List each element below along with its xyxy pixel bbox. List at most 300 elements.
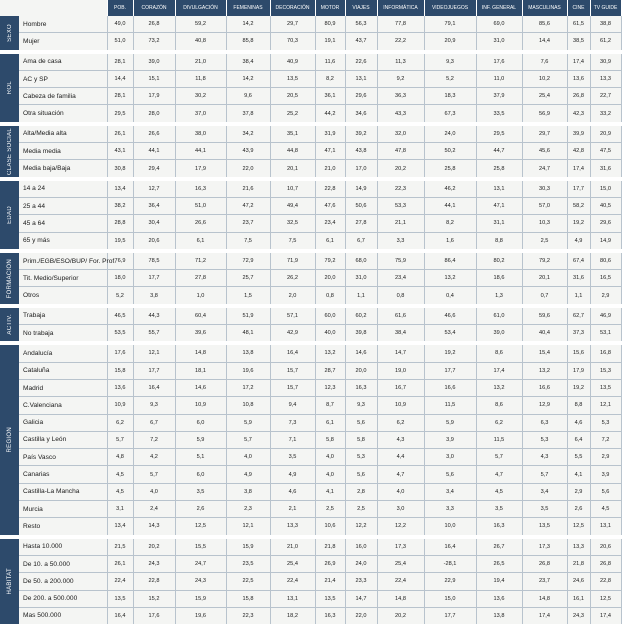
table-cell: 26,5 xyxy=(476,555,522,572)
row-label: Mas 500.000 xyxy=(19,607,107,626)
table-cell: 29,5 xyxy=(107,105,133,124)
table-cell: 6,0 xyxy=(175,414,226,431)
table-cell: 6,2 xyxy=(377,414,424,431)
table-cell: 2,5 xyxy=(345,501,377,518)
table-cell: 37,8 xyxy=(226,105,270,124)
table-cell: 3,3 xyxy=(377,232,424,251)
table-cell: 13,1 xyxy=(345,70,377,87)
table-cell: 72,9 xyxy=(226,251,270,270)
table-cell: 26,8 xyxy=(522,555,567,572)
table-cell: 46,6 xyxy=(424,306,476,325)
row-label: Trabaja xyxy=(19,306,107,325)
table-cell: 20,2 xyxy=(377,160,424,179)
table-cell: 11,6 xyxy=(315,52,345,71)
row-label: Hombre xyxy=(19,16,107,33)
table-row xyxy=(0,397,621,414)
table-cell: 43,1 xyxy=(107,143,133,160)
table-cell: 9,2 xyxy=(377,70,424,87)
table-cell: 22,4 xyxy=(377,573,424,590)
table-row xyxy=(0,179,621,198)
table-cell: 13,5 xyxy=(315,590,345,607)
table-cell: 80,2 xyxy=(476,251,522,270)
table-row xyxy=(0,270,621,287)
table-cell: 14,8 xyxy=(522,590,567,607)
table-cell: 2,0 xyxy=(270,287,315,306)
table-cell: 3,5 xyxy=(175,483,226,500)
table-cell: 5,6 xyxy=(345,414,377,431)
group-label-text: ACTIV. xyxy=(6,314,13,335)
table-cell: 33,5 xyxy=(476,105,522,124)
table-cell: 17,0 xyxy=(345,160,377,179)
group-label-text: FORMACIÓN xyxy=(6,258,13,298)
row-label: Cabeza de familia xyxy=(19,88,107,105)
table-cell: 20,2 xyxy=(377,607,424,626)
row-label: Castilla-La Mancha xyxy=(19,483,107,500)
table-cell: 38,4 xyxy=(226,52,270,71)
table-cell: 21,0 xyxy=(270,537,315,556)
table-cell: 2,9 xyxy=(590,449,621,466)
column-header: INFORMÁTICA xyxy=(377,0,424,16)
table-cell: 9,4 xyxy=(270,397,315,414)
table-cell: 53,4 xyxy=(424,325,476,344)
table-cell: 13,3 xyxy=(270,518,315,537)
table-cell: 14,9 xyxy=(590,232,621,251)
table-cell: 4,5 xyxy=(590,501,621,518)
row-label: Cataluña xyxy=(19,362,107,379)
table-cell: 0,8 xyxy=(315,287,345,306)
table-cell: 22,6 xyxy=(345,52,377,71)
table-cell: 49,0 xyxy=(107,16,133,33)
table-cell: 6,1 xyxy=(315,414,345,431)
table-cell: 31,6 xyxy=(590,160,621,179)
table-cell: 3,9 xyxy=(590,466,621,483)
table-cell: 4,0 xyxy=(377,483,424,500)
table-cell: 16,4 xyxy=(107,607,133,626)
table-cell: 6,2 xyxy=(107,414,133,431)
table-cell: 15,1 xyxy=(133,70,175,87)
table-cell: 4,7 xyxy=(377,466,424,483)
table-cell: 26,8 xyxy=(590,555,621,572)
table-cell: 26,6 xyxy=(175,215,226,232)
table-cell: 29,5 xyxy=(476,124,522,143)
table-cell: 36,3 xyxy=(377,88,424,105)
table-cell: 29,7 xyxy=(270,16,315,33)
table-cell: 14,7 xyxy=(377,343,424,362)
table-cell: 7,5 xyxy=(270,232,315,251)
table-row xyxy=(0,325,621,344)
table-cell: 12,5 xyxy=(175,518,226,537)
table-cell: 14,9 xyxy=(345,179,377,198)
table-cell: 26,6 xyxy=(133,124,175,143)
table-cell: 1,1 xyxy=(345,287,377,306)
table-cell: 4,9 xyxy=(567,232,590,251)
row-label: Alta/Media alta xyxy=(19,124,107,143)
column-header: DECORACIÓN xyxy=(270,0,315,16)
table-cell: 42,9 xyxy=(270,325,315,344)
table-row xyxy=(0,449,621,466)
table-cell: 43,9 xyxy=(226,143,270,160)
table-cell: 40,0 xyxy=(315,325,345,344)
table-cell: 53,5 xyxy=(107,325,133,344)
table-cell: 2,1 xyxy=(270,501,315,518)
table-cell: 15,5 xyxy=(175,537,226,556)
table-cell: 16,1 xyxy=(567,590,590,607)
table-cell: 14,6 xyxy=(175,379,226,396)
table-cell: 13,2 xyxy=(476,379,522,396)
table-cell: 45,6 xyxy=(522,143,567,160)
table-cell: 9,3 xyxy=(345,397,377,414)
table-cell: 50,6 xyxy=(345,197,377,214)
table-cell: 10,8 xyxy=(226,397,270,414)
table-cell: 6,0 xyxy=(175,466,226,483)
table-cell: 13,8 xyxy=(476,607,522,626)
table-cell: 13,8 xyxy=(226,343,270,362)
table-cell: 85,8 xyxy=(226,33,270,52)
table-cell: 4,4 xyxy=(377,449,424,466)
table-cell: 14,4 xyxy=(107,70,133,87)
table-cell: 4,6 xyxy=(567,414,590,431)
row-label: Canarias xyxy=(19,466,107,483)
table-cell: 13,5 xyxy=(107,590,133,607)
table-cell: 13,6 xyxy=(567,70,590,87)
table-cell: 20,1 xyxy=(522,270,567,287)
table-cell: 17,4 xyxy=(567,52,590,71)
table-cell: 25,7 xyxy=(226,270,270,287)
table-cell: 17,6 xyxy=(133,607,175,626)
table-cell: 4,5 xyxy=(476,483,522,500)
table-cell: 14,4 xyxy=(522,33,567,52)
table-cell: 36,4 xyxy=(133,197,175,214)
row-label: Otra situación xyxy=(19,105,107,124)
table-cell: 38,2 xyxy=(107,197,133,214)
table-cell: 77,8 xyxy=(377,16,424,33)
table-cell: 5,3 xyxy=(345,449,377,466)
table-cell: 62,7 xyxy=(567,306,590,325)
table-cell: 61,0 xyxy=(476,306,522,325)
table-cell: 23,7 xyxy=(522,573,567,590)
table-cell: 3,3 xyxy=(424,501,476,518)
table-cell: 22,3 xyxy=(226,607,270,626)
table-cell: 1,5 xyxy=(226,287,270,306)
table-cell: 19,2 xyxy=(567,379,590,396)
table-cell: 3,4 xyxy=(522,483,567,500)
table-cell: 80,6 xyxy=(590,251,621,270)
table-cell: 24,7 xyxy=(175,555,226,572)
table-cell: 39,9 xyxy=(567,124,590,143)
table-row xyxy=(0,197,621,214)
table-cell: 4,8 xyxy=(107,449,133,466)
table-cell: 43,8 xyxy=(345,143,377,160)
table-cell: 3,5 xyxy=(476,501,522,518)
row-label: Tit. Medio/Superior xyxy=(19,270,107,287)
table-cell: 15,0 xyxy=(590,179,621,198)
table-cell: 31,1 xyxy=(476,215,522,232)
table-cell: 28,7 xyxy=(315,362,345,379)
row-label: 65 y más xyxy=(19,232,107,251)
table-cell: 26,2 xyxy=(270,270,315,287)
table-cell: 17,7 xyxy=(133,362,175,379)
table-cell: 10,0 xyxy=(424,518,476,537)
table-cell: 3,9 xyxy=(424,431,476,448)
table-cell: 58,2 xyxy=(567,197,590,214)
table-cell: 5,2 xyxy=(424,70,476,87)
table-cell: 40,8 xyxy=(175,33,226,52)
table-cell: 26,8 xyxy=(133,16,175,33)
table-cell: 14,6 xyxy=(345,343,377,362)
group-label xyxy=(0,343,19,536)
table-cell: 4,0 xyxy=(315,466,345,483)
table-cell: 4,9 xyxy=(226,466,270,483)
table-cell: 2,6 xyxy=(567,501,590,518)
group-label-text: HÁBITAT xyxy=(6,568,13,595)
table-cell: 40,5 xyxy=(590,197,621,214)
table-cell: 4,3 xyxy=(377,431,424,448)
table-cell: 30,4 xyxy=(133,215,175,232)
table-cell: 1,1 xyxy=(567,287,590,306)
table-cell: 4,5 xyxy=(107,483,133,500)
table-row xyxy=(0,518,621,537)
table-cell: 17,7 xyxy=(424,607,476,626)
group-label-text: EDAD xyxy=(6,205,13,224)
table-cell: 16,4 xyxy=(270,343,315,362)
table-cell: 20,9 xyxy=(424,33,476,52)
table-cell: 46,2 xyxy=(424,179,476,198)
table-cell: 85,6 xyxy=(522,16,567,33)
table-cell: 12,9 xyxy=(522,397,567,414)
table-cell: 17,3 xyxy=(377,537,424,556)
table-cell: 14,3 xyxy=(133,518,175,537)
table-cell: 14,7 xyxy=(345,590,377,607)
table-cell: 60,4 xyxy=(175,306,226,325)
table-cell: 11,5 xyxy=(476,431,522,448)
table-cell: 26,9 xyxy=(315,555,345,572)
table-cell: 30,8 xyxy=(107,160,133,179)
table-cell: 71,9 xyxy=(270,251,315,270)
table-cell: 60,2 xyxy=(345,306,377,325)
table-cell: 30,2 xyxy=(175,88,226,105)
column-header: INF. GENERAL xyxy=(476,0,522,16)
table-cell: 17,7 xyxy=(424,362,476,379)
table-cell: 25,2 xyxy=(270,105,315,124)
table-row xyxy=(0,607,621,626)
table-cell: 31,6 xyxy=(567,270,590,287)
table-cell: 4,0 xyxy=(226,449,270,466)
table-cell: 36,1 xyxy=(315,88,345,105)
table-cell: 39,0 xyxy=(133,52,175,71)
column-header: TV GUIDE xyxy=(590,0,621,16)
table-cell: 11,3 xyxy=(377,52,424,71)
table-cell: 14,2 xyxy=(226,16,270,33)
table-cell: 26,1 xyxy=(107,124,133,143)
table-cell: 5,7 xyxy=(476,449,522,466)
table-cell: 13,6 xyxy=(107,379,133,396)
table-cell: 13,3 xyxy=(590,70,621,87)
table-row xyxy=(0,88,621,105)
table-cell: 7,5 xyxy=(226,232,270,251)
table-cell: 20,9 xyxy=(590,124,621,143)
table-cell: 2,9 xyxy=(567,483,590,500)
table-cell: 78,5 xyxy=(133,251,175,270)
group-label-text: ROL xyxy=(6,81,13,95)
table-cell: 15,3 xyxy=(590,362,621,379)
row-label: 45 a 64 xyxy=(19,215,107,232)
table-cell: 20,6 xyxy=(590,537,621,556)
table-cell: 4,0 xyxy=(133,483,175,500)
table-cell: 20,1 xyxy=(270,160,315,179)
table-cell: 49,4 xyxy=(270,197,315,214)
table-cell: 29,6 xyxy=(590,215,621,232)
table-row xyxy=(0,379,621,396)
table-cell: 14,8 xyxy=(175,343,226,362)
table-cell: 0,8 xyxy=(377,287,424,306)
table-cell: 59,6 xyxy=(522,306,567,325)
table-cell: 67,4 xyxy=(567,251,590,270)
table-cell: 10,9 xyxy=(107,397,133,414)
table-cell: 55,7 xyxy=(133,325,175,344)
table-cell: 47,1 xyxy=(315,143,345,160)
table-cell: 31,0 xyxy=(476,33,522,52)
table-cell: 46,9 xyxy=(590,306,621,325)
table-cell: 57,0 xyxy=(522,197,567,214)
table-cell: 17,7 xyxy=(567,179,590,198)
table-cell: 17,4 xyxy=(522,607,567,626)
row-label: Castilla y León xyxy=(19,431,107,448)
table-cell: 30,9 xyxy=(590,52,621,71)
table-cell: 9,3 xyxy=(424,52,476,71)
table-cell: 34,2 xyxy=(226,124,270,143)
table-cell: 13,2 xyxy=(315,343,345,362)
row-label: Murcia xyxy=(19,501,107,518)
table-row xyxy=(0,483,621,500)
table-cell: -28,1 xyxy=(424,555,476,572)
table-cell: 28,8 xyxy=(107,215,133,232)
table-cell: 3,0 xyxy=(424,449,476,466)
table-cell: 13,2 xyxy=(424,270,476,287)
table-cell: 38,5 xyxy=(567,33,590,52)
table-cell: 8,2 xyxy=(424,215,476,232)
table-cell: 14,2 xyxy=(226,70,270,87)
table-cell: 2,4 xyxy=(133,501,175,518)
table-cell: 3,8 xyxy=(133,287,175,306)
group-label xyxy=(0,537,19,626)
table-cell: 19,4 xyxy=(476,573,522,590)
table-cell: 56,9 xyxy=(522,105,567,124)
table-cell: 76,9 xyxy=(107,251,133,270)
row-label: AC y SP xyxy=(19,70,107,87)
table-row xyxy=(0,466,621,483)
table-cell: 16,8 xyxy=(590,343,621,362)
table-row xyxy=(0,306,621,325)
table-cell: 16,6 xyxy=(424,379,476,396)
row-label: Ama de casa xyxy=(19,52,107,71)
table-cell: 29,4 xyxy=(133,160,175,179)
table-cell: 13,1 xyxy=(270,590,315,607)
table-cell: 34,6 xyxy=(345,105,377,124)
table-cell: 24,3 xyxy=(567,607,590,626)
row-label: 14 a 24 xyxy=(19,179,107,198)
group-label-text: REGIÓN xyxy=(6,427,13,453)
table-cell: 22,4 xyxy=(107,573,133,590)
table-row xyxy=(0,251,621,270)
table-cell: 25,4 xyxy=(377,555,424,572)
table-cell: 8,8 xyxy=(567,397,590,414)
table-row xyxy=(0,16,621,33)
table-cell: 40,4 xyxy=(522,325,567,344)
table-cell: 68,0 xyxy=(345,251,377,270)
row-label: Media media xyxy=(19,143,107,160)
table-cell: 4,7 xyxy=(476,466,522,483)
table-cell: 29,7 xyxy=(522,124,567,143)
table-cell: 16,3 xyxy=(476,518,522,537)
table-cell: 5,7 xyxy=(226,431,270,448)
table-cell: 1,0 xyxy=(175,287,226,306)
table-cell: 11,5 xyxy=(424,397,476,414)
table-cell: 35,1 xyxy=(270,124,315,143)
table-row xyxy=(0,287,621,306)
table-cell: 39,0 xyxy=(476,325,522,344)
row-label: De 10. a 50.000 xyxy=(19,555,107,572)
table-cell: 18,3 xyxy=(424,88,476,105)
table-cell: 10,2 xyxy=(522,70,567,87)
table-cell: 13,1 xyxy=(590,518,621,537)
table-cell: 6,1 xyxy=(315,232,345,251)
group-label xyxy=(0,251,19,306)
table-cell: 75,9 xyxy=(377,251,424,270)
table-cell: 2,3 xyxy=(226,501,270,518)
group-label xyxy=(0,306,19,344)
table-cell: 61,2 xyxy=(590,33,621,52)
table-cell: 2,5 xyxy=(315,501,345,518)
table-cell: 5,6 xyxy=(345,466,377,483)
table-cell: 0,4 xyxy=(424,287,476,306)
table-cell: 16,4 xyxy=(133,379,175,396)
table-cell: 9,3 xyxy=(133,397,175,414)
table-row xyxy=(0,573,621,590)
table-cell: 33,2 xyxy=(590,105,621,124)
table-cell: 19,6 xyxy=(226,362,270,379)
table-cell: 19,2 xyxy=(424,343,476,362)
table-cell: 5,7 xyxy=(107,431,133,448)
table-cell: 44,1 xyxy=(175,143,226,160)
table-row xyxy=(0,431,621,448)
table-cell: 17,4 xyxy=(567,160,590,179)
row-label: Hasta 10.000 xyxy=(19,537,107,556)
table-cell: 21,8 xyxy=(315,537,345,556)
table-cell: 57,1 xyxy=(270,306,315,325)
table-cell: 16,5 xyxy=(590,270,621,287)
table-row xyxy=(0,537,621,556)
table-cell: 25,4 xyxy=(522,88,567,105)
table-cell: 5,5 xyxy=(567,449,590,466)
group-label xyxy=(0,52,19,124)
table-cell: 67,3 xyxy=(424,105,476,124)
row-label: País Vasco xyxy=(19,449,107,466)
row-label: Madrid xyxy=(19,379,107,396)
table-cell: 4,1 xyxy=(315,483,345,500)
table-cell: 3,5 xyxy=(270,449,315,466)
table-cell: 16,4 xyxy=(424,537,476,556)
table-cell: 12,5 xyxy=(567,518,590,537)
table-cell: 15,8 xyxy=(107,362,133,379)
table-cell: 26,7 xyxy=(476,537,522,556)
table-cell: 28,1 xyxy=(107,88,133,105)
table-cell: 2,8 xyxy=(345,483,377,500)
table-cell: 17,6 xyxy=(107,343,133,362)
table-cell: 17,6 xyxy=(476,52,522,71)
table-cell: 37,0 xyxy=(175,105,226,124)
table-cell: 17,9 xyxy=(133,88,175,105)
table-cell: 17,3 xyxy=(522,537,567,556)
